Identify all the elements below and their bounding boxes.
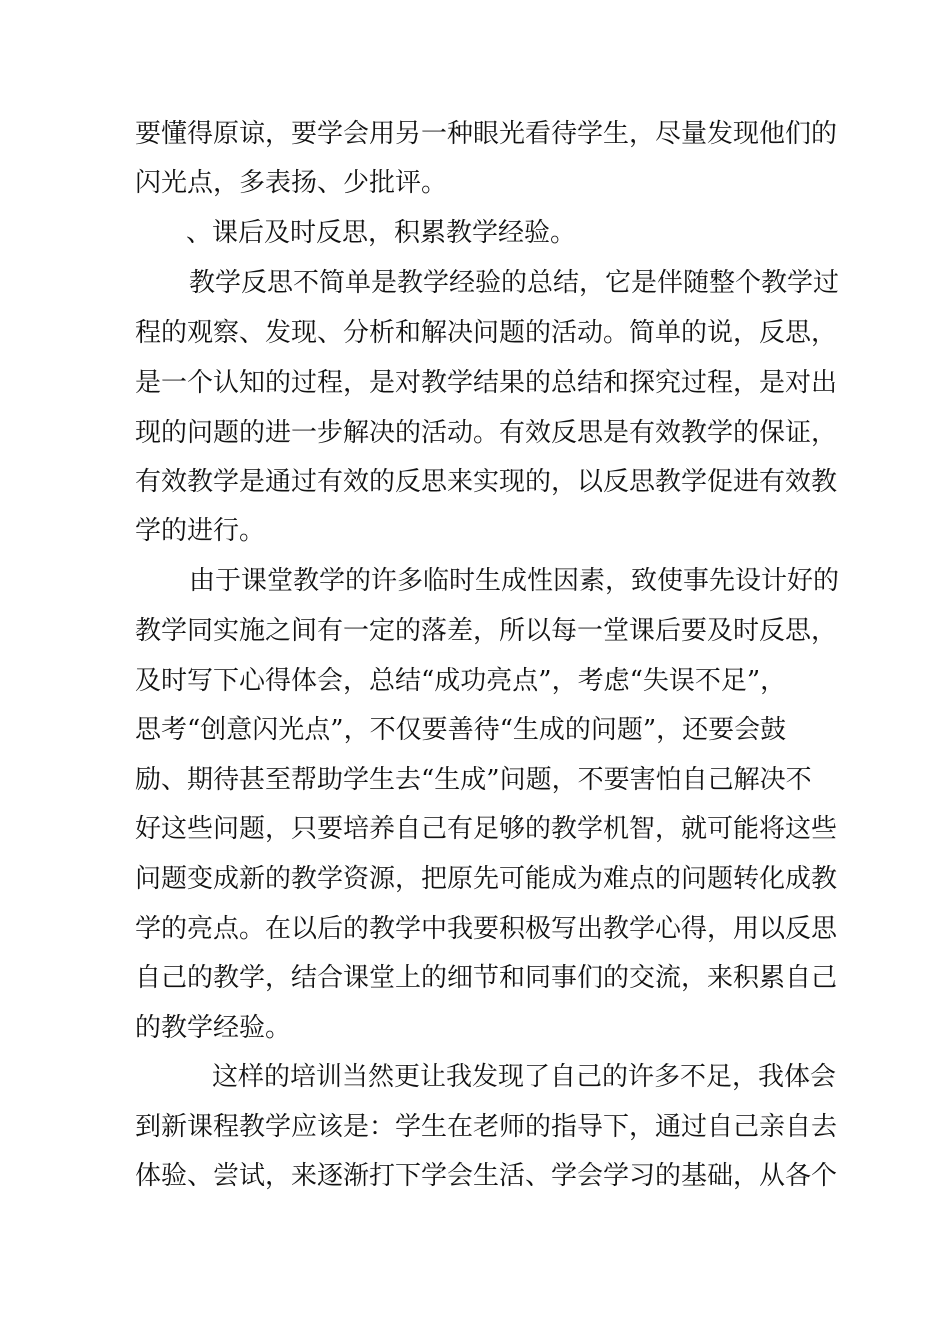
text-line: 要懂得原谅，要学会用另一种眼光看待学生，尽量发现他们的 (135, 119, 838, 149)
text-line: 好这些问题，只要培养自己有足够的教学机智，就可能将这些 (135, 814, 838, 844)
text-line: 有效教学是通过有效的反思来实现的，以反思教学促进有效教 (135, 467, 838, 497)
text-line: 教学同实施之间有一定的落差，所以每一堂课后要及时反思， (135, 616, 838, 646)
text-line: 及时写下心得体会，总结“成功亮点”，考虑“失误不足”， (135, 666, 787, 696)
text-line: 到新课程教学应该是：学生在老师的指导下，通过自己亲自去 (135, 1112, 838, 1142)
text-line: 问题变成新的教学资源，把原先可能成为难点的问题转化成教 (135, 864, 838, 894)
text-line: 教学反思不简单是教学经验的总结，它是伴随整个教学过 (189, 268, 840, 298)
text-line: 体验、尝试，来逐渐打下学会生活、学会学习的基础，从各个 (135, 1161, 838, 1191)
text-line: 学的亮点。在以后的教学中我要积极写出教学心得，用以反思 (135, 914, 838, 944)
text-line: 现的问题的进一步解决的活动。有效反思是有效教学的保证， (135, 418, 838, 448)
text-line: 的教学经验。 (135, 1013, 292, 1043)
text-line: 思考“创意闪光点”，不仅要善待“生成的问题”，还要会鼓 (135, 715, 787, 745)
text-line: 这样的培训当然更让我发现了自己的许多不足，我体会 (212, 1062, 837, 1092)
text-line: 闪光点，多表扬、少批评。 (135, 168, 448, 198)
text-line: 学的进行。 (135, 516, 266, 546)
text-line: 励、期待甚至帮助学生去“生成”问题，不要害怕自己解决不 (135, 765, 812, 795)
text-line: 自己的教学，结合课堂上的细节和同事们的交流，来积累自己 (135, 963, 838, 993)
section-heading: 、课后及时反思，积累教学经验。 (186, 218, 577, 248)
text-line: 是一个认知的过程，是对教学结果的总结和探究过程，是对出 (135, 368, 838, 398)
text-line: 由于课堂教学的许多临时生成性因素，致使事先设计好的 (189, 566, 840, 596)
text-line: 程的观察、发现、分析和解决问题的活动。简单的说，反思， (135, 318, 838, 348)
